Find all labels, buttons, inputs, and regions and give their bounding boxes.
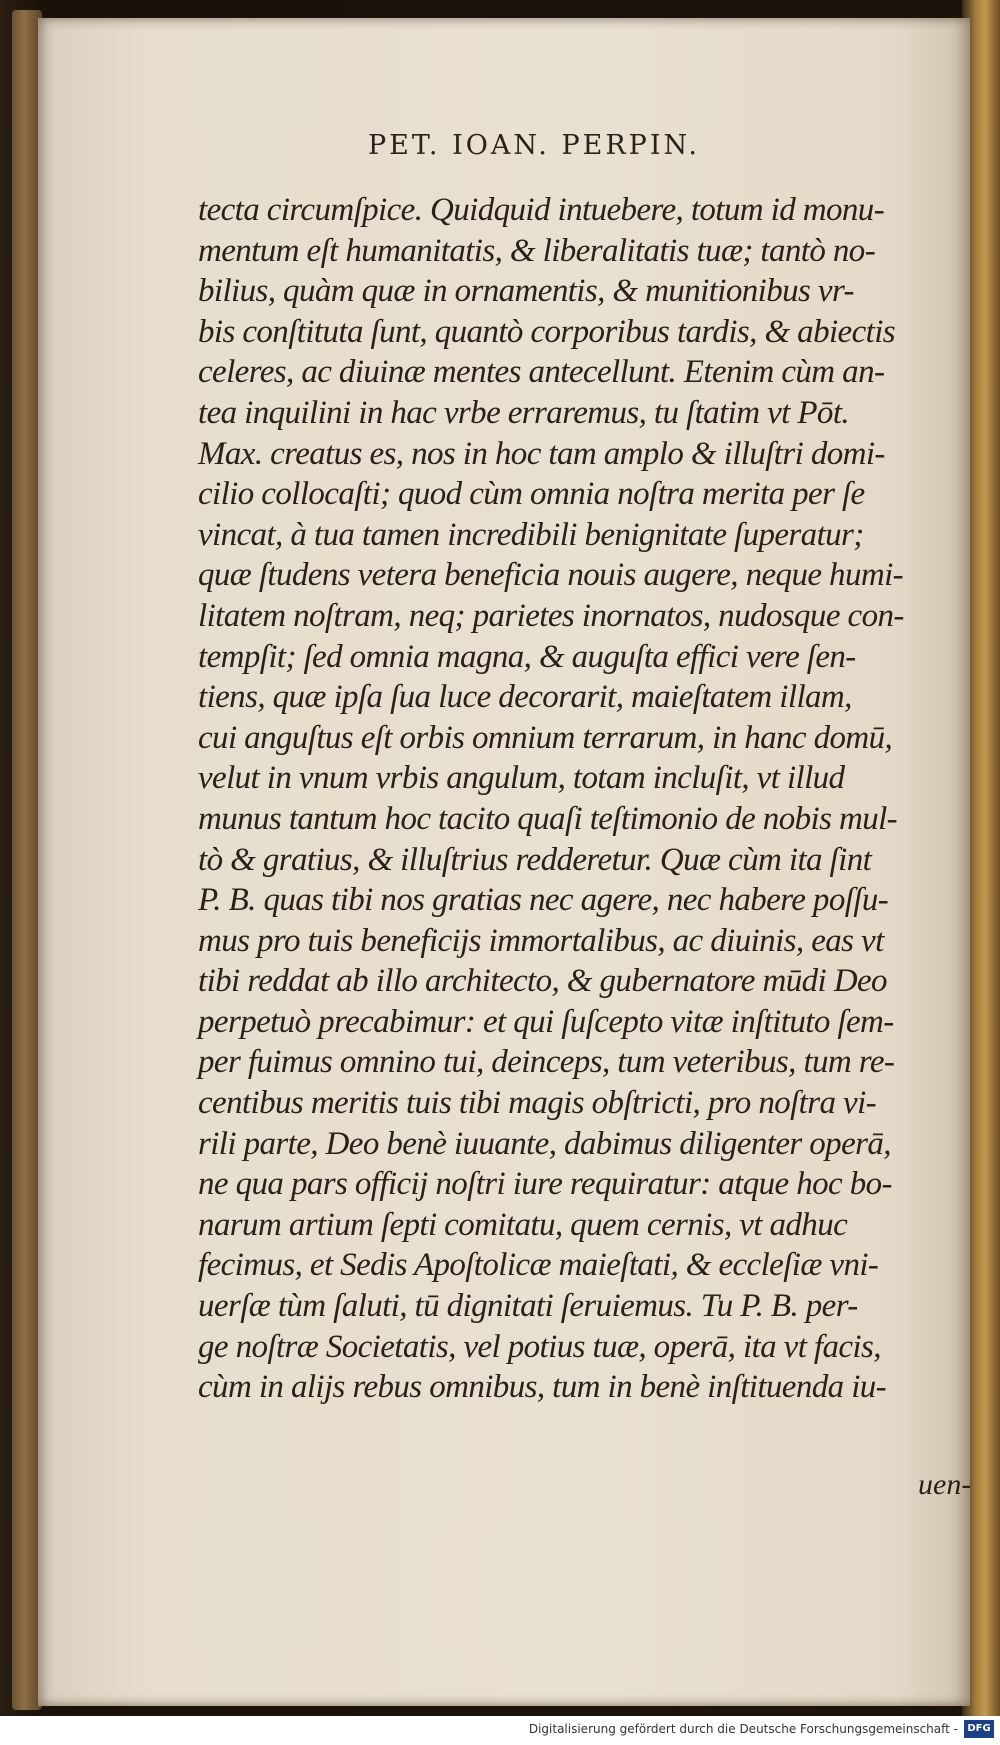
digitization-footer [0,1716,1000,1745]
text-line: tea inquilini in hac vrbe erraremus, tu ſtatim vt Pōt. [198,394,850,431]
text-line: tiens, quæ ipſa ſua luce decorarit, maieſtatem illam, [198,679,852,716]
running-head [38,130,970,161]
text-line: ge noſtræ Societatis, vel potius tuæ, operā, ita vt facis, [198,1328,881,1365]
text-line: Max. creatus es, nos in hoc tam amplo & illuſtri domi- [198,435,885,472]
footer-credit: Digitalisierung gefördert durch die Deutsche Forschungsgemeinschaft - [528,1722,958,1736]
text-line: bis conſtituta ſunt, quantò corporibus tardis, & abiectis [198,313,896,350]
text-line: cilio collocaſti; quod cùm omnia noſtra merita per ſe [198,476,865,513]
text-line: bilius, quàm quæ in ornamentis, & munitionibus vr- [198,273,854,310]
text-line: litatem noſtram, neq; parietes inornatos, nudosque con- [198,597,904,634]
text-line: ne qua pars officij noſtri iure requiratur: atque hoc bo- [198,1166,892,1203]
running-head-text: PET. IOAN. PERPIN. [368,130,700,161]
text-line: celeres, ac diuinæ mentes antecellunt. Etenim cùm an- [198,354,885,391]
text-line: narum artium ſepti comitatu, quem cernis, vt adhuc [198,1206,848,1243]
text-line: mentum eſt humanitatis, & liberalitatis tuæ; tantò no- [198,232,876,269]
book-page [38,18,970,1706]
text-line: quæ ſtudens vetera beneficia nouis augere, neque humi- [198,557,904,594]
catchword: uen- [918,1468,972,1501]
body-text [198,190,963,1408]
text-line: per fuimus omnino tui, deinceps, tum veteribus, tum re- [198,1044,895,1081]
text-line: cui anguſtus eſt orbis omnium terrarum, in hanc domū, [198,719,893,756]
text-line: centibus meritis tuis tibi magis obſtricti, pro noſtra vi- [198,1085,877,1122]
text-line: cùm in alijs rebus omnibus, tum in benè inſtituenda iu- [198,1369,887,1406]
text-line: fecimus, et Sedis Apoſtolicæ maieſtati, & eccleſiæ vni- [198,1247,879,1284]
dfg-logo: DFG [964,1720,994,1738]
text-line: tecta circumſpice. Quidquid intuebere, totum id monu- [198,192,885,228]
text-line: perpetuò precabimur: et qui ſuſcepto vitæ inſtituto ſem- [198,1003,894,1040]
text-line: munus tantum hoc tacito quaſi teſtimonio de nobis mul- [198,800,898,837]
text-line: velut in vnum vrbis angulum, totam incluſit, vt illud [198,760,845,797]
text-line: vincat, à tua tamen incredibili benignitate ſuperatur; [198,516,864,553]
text-line: rili parte, Deo benè iuuante, dabimus diligenter operā, [198,1125,891,1162]
text-line: tò & gratius, & illuſtrius redderetur. Quæ cùm ita ſint [198,841,872,878]
text-line: tempſit; ſed omnia magna, & auguſta effici vere ſen- [198,638,856,675]
text-line: P. B. quas tibi nos gratias nec agere, nec habere poſſu- [198,882,889,919]
text-line: tibi reddat ab illo architecto, & gubernatore mūdi Deo [198,963,887,1000]
text-line: uerſæ tùm ſaluti, tū dignitati ſeruiemus. Tu P. B. per- [198,1288,858,1325]
text-line: mus pro tuis beneficijs immortalibus, ac diuinis, eas vt [198,922,884,959]
